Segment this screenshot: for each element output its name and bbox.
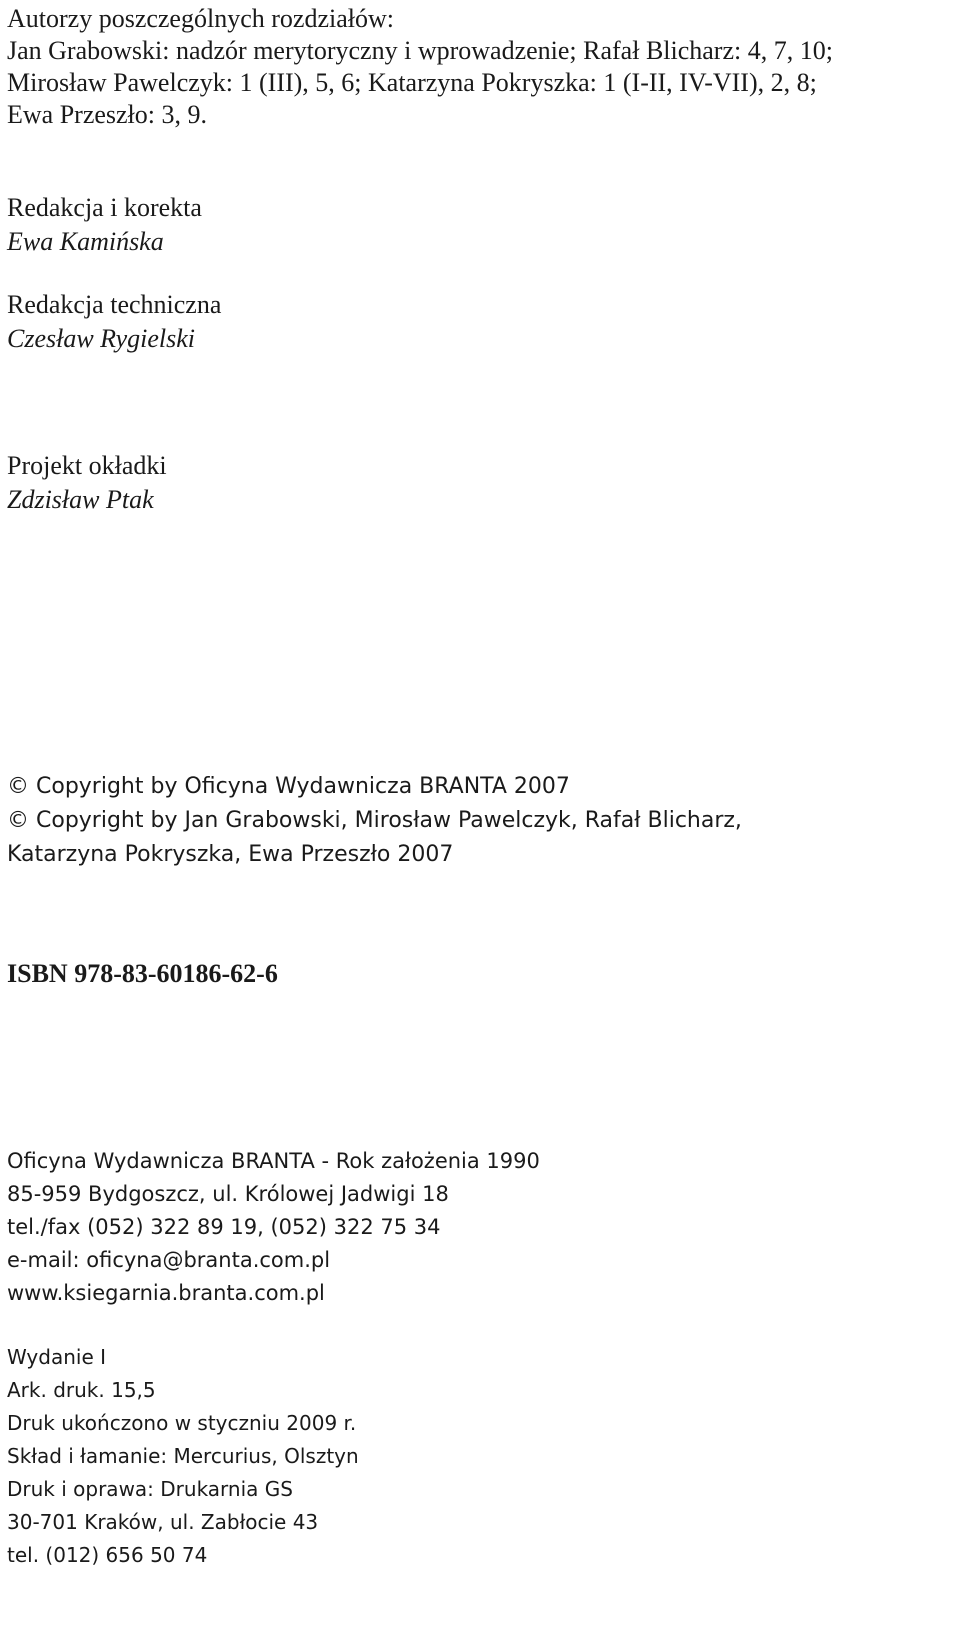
authors-line: Ewa Przeszło: 3, 9. xyxy=(7,100,208,129)
copyright-line: Katarzyna Pokryszka, Ewa Przeszło 2007 xyxy=(7,842,454,867)
copyright-line: © Copyright by Jan Grabowski, Mirosław Pawelczyk, Rafał Blicharz, xyxy=(7,808,742,833)
publisher-line: 85-959 Bydgoszcz, ul. Królowej Jadwigi 18 xyxy=(7,1182,449,1206)
technical-label: Redakcja techniczna xyxy=(7,290,222,319)
editing-label: Redakcja i korekta xyxy=(7,193,202,222)
print-line: Skład i łamanie: Mercurius, Olsztyn xyxy=(7,1444,359,1468)
print-line: tel. (012) 656 50 74 xyxy=(7,1543,208,1567)
publisher-line: Oficyna Wydawnicza BRANTA - Rok założenia 1990 xyxy=(7,1149,540,1173)
publisher-line: tel./fax (052) 322 89 19, (052) 322 75 34 xyxy=(7,1215,441,1239)
publisher-website: www.ksiegarnia.branta.com.pl xyxy=(7,1281,325,1305)
print-line: Wydanie I xyxy=(7,1345,107,1369)
print-line: 30-701 Kraków, ul. Zabłocie 43 xyxy=(7,1510,319,1534)
editing-name: Ewa Kamińska xyxy=(7,227,164,256)
print-line: Druk i oprawa: Drukarnia GS xyxy=(7,1477,293,1501)
cover-name: Zdzisław Ptak xyxy=(7,485,154,514)
copyright-line: © Copyright by Oficyna Wydawnicza BRANTA 2007 xyxy=(7,774,570,799)
authors-line: Mirosław Pawelczyk: 1 (III), 5, 6; Katarzyna Pokryszka: 1 (I-II, IV-VII), 2, 8; xyxy=(7,68,817,97)
authors-heading: Autorzy poszczególnych rozdziałów: xyxy=(7,4,394,33)
cover-label: Projekt okładki xyxy=(7,451,167,480)
technical-name: Czesław Rygielski xyxy=(7,324,196,353)
print-line: Ark. druk. 15,5 xyxy=(7,1378,156,1402)
publisher-email: e-mail: oficyna@branta.com.pl xyxy=(7,1248,331,1272)
isbn: ISBN 978-83-60186-62-6 xyxy=(7,959,278,988)
authors-line: Jan Grabowski: nadzór merytoryczny i wprowadzenie; Rafał Blicharz: 4, 7, 10; xyxy=(7,36,833,65)
print-line: Druk ukończono w styczniu 2009 r. xyxy=(7,1411,357,1435)
